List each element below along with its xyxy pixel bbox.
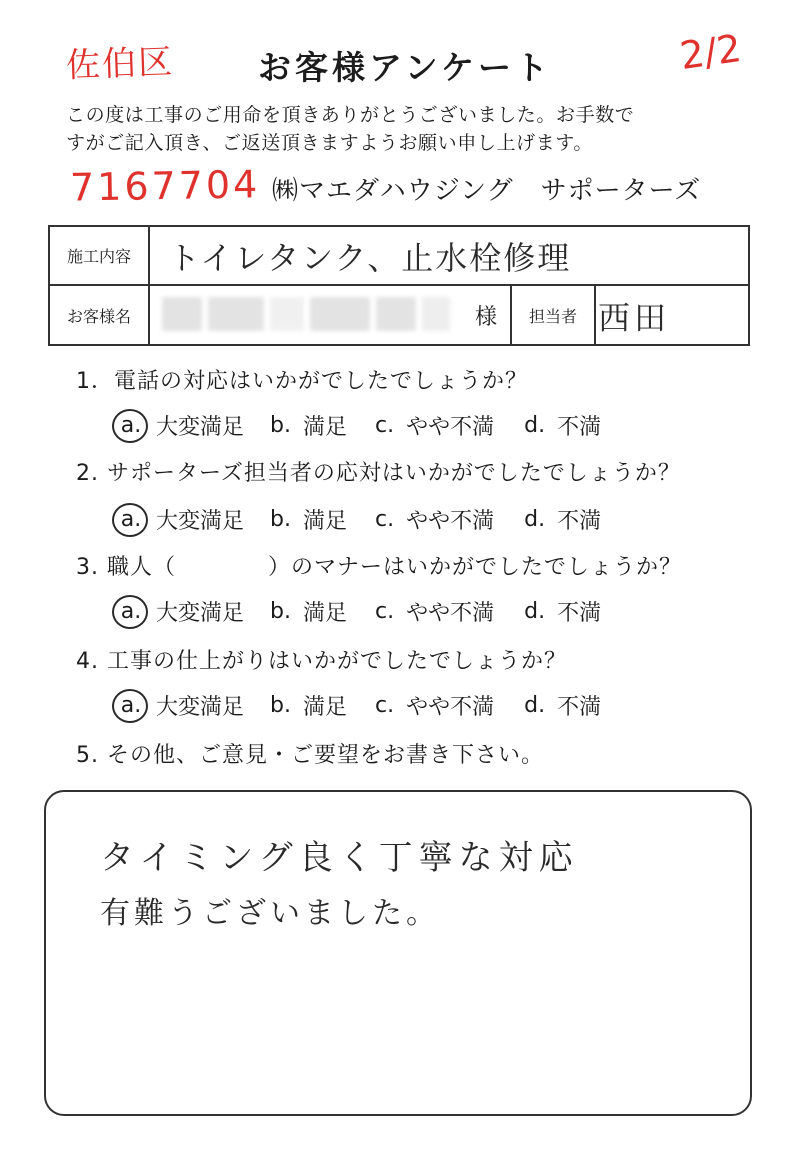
option-b-letter: b. <box>270 693 291 718</box>
intro-text-line-1: この度は工事のご用命を頂きありがとうございました。お手数で <box>66 104 635 126</box>
option-c[interactable] <box>375 596 494 627</box>
option-c[interactable] <box>375 504 494 535</box>
option-c-label: やや不満 <box>406 415 495 440</box>
option-a-letter: a. <box>118 693 144 718</box>
option-a[interactable] <box>118 596 244 627</box>
option-d-letter: d. <box>524 599 546 624</box>
table-col-divider <box>594 286 596 344</box>
option-a-letter: a. <box>118 507 144 532</box>
option-c[interactable] <box>375 410 494 441</box>
option-d[interactable] <box>524 410 601 441</box>
option-b-letter: b. <box>270 507 291 532</box>
option-d-letter: d. <box>524 413 546 438</box>
comment-line-2-handwritten: 有難うございました。 <box>100 896 440 931</box>
option-b-label: 満足 <box>302 509 347 534</box>
option-a-letter: a. <box>118 599 144 624</box>
customer-name-label: お客様名 <box>66 306 131 326</box>
option-c-letter: c. <box>375 413 395 438</box>
rep-label: 担当者 <box>528 306 577 326</box>
selection-circle <box>112 503 148 537</box>
company-name: ㈱マエダハウジング サポーターズ <box>272 176 702 206</box>
option-a-label: 大変満足 <box>156 415 245 440</box>
option-c-letter: c. <box>375 599 395 624</box>
question-4: 4. 工事の仕上がりはいかがでしたでしょうか？ <box>76 649 567 674</box>
option-a[interactable] <box>118 410 244 441</box>
comment-line-1-handwritten: タイミング良く丁寧な対応 <box>100 838 579 878</box>
survey-title: お客様アンケート <box>258 48 553 87</box>
option-b-label: 満足 <box>302 601 347 626</box>
option-b-label: 満足 <box>302 695 347 720</box>
option-b-letter: b. <box>270 413 291 438</box>
customer-code-handwritten: 7167704 <box>69 162 261 210</box>
option-b[interactable] <box>270 596 347 627</box>
work-label: 施工内容 <box>66 247 131 266</box>
option-c-letter: c. <box>375 507 395 532</box>
question-3: 3. 職人（ ）のマナーはいかがでしたでしょうか？ <box>76 555 682 580</box>
option-d-letter: d. <box>524 507 546 532</box>
selection-circle <box>112 689 148 723</box>
option-c-letter: c. <box>375 693 395 718</box>
option-d-letter: d. <box>524 693 546 718</box>
option-a-label: 大変満足 <box>156 509 245 534</box>
work-value-handwritten: トイレタンク、止水栓修理 <box>168 239 572 277</box>
option-a-label: 大変満足 <box>156 695 245 720</box>
option-b[interactable] <box>270 690 347 721</box>
intro-text-line-2: すがご記入頂き、ご返送頂きますようお願い申し上げます。 <box>66 132 593 154</box>
option-d-label: 不満 <box>557 601 602 626</box>
answer-options-3 <box>118 596 601 627</box>
option-c[interactable] <box>375 690 494 721</box>
answer-options-2 <box>118 504 601 535</box>
option-c-label: やや不満 <box>406 601 495 626</box>
option-d[interactable] <box>524 596 601 627</box>
page-number-handwritten: 2/2 <box>677 25 744 79</box>
option-a[interactable] <box>118 690 244 721</box>
option-c-label: やや不満 <box>406 509 495 534</box>
table-col-divider <box>148 227 150 344</box>
option-c-label: やや不満 <box>406 695 495 720</box>
customer-suffix: 様 <box>474 304 497 330</box>
answer-options-1 <box>118 410 601 441</box>
selection-circle <box>112 409 148 443</box>
option-d-label: 不満 <box>557 695 602 720</box>
option-d[interactable] <box>524 690 601 721</box>
option-b[interactable] <box>270 504 347 535</box>
answer-options-4 <box>118 690 601 721</box>
option-d-label: 不満 <box>557 509 602 534</box>
option-b-letter: b. <box>270 599 291 624</box>
option-d[interactable] <box>524 504 601 535</box>
option-b[interactable] <box>270 410 347 441</box>
rep-value-handwritten: 西田 <box>598 299 671 337</box>
question-1: 1．電話の対応はいかがでしたでしょうか？ <box>76 369 528 394</box>
option-a-letter: a. <box>118 413 144 438</box>
selection-circle <box>112 595 148 629</box>
question-2: 2. サポーターズ担当者の応対はいかがでしたでしょうか？ <box>76 461 681 486</box>
ward-handwritten: 佐伯区 <box>65 42 175 86</box>
question-5: 5. その他、ご意見・ご要望をお書き下さい。 <box>76 743 544 768</box>
customer-name-redacted <box>162 289 460 339</box>
option-a-label: 大変満足 <box>156 601 245 626</box>
option-b-label: 満足 <box>302 415 347 440</box>
option-a[interactable] <box>118 504 244 535</box>
info-table <box>48 225 750 346</box>
option-d-label: 不満 <box>557 415 602 440</box>
